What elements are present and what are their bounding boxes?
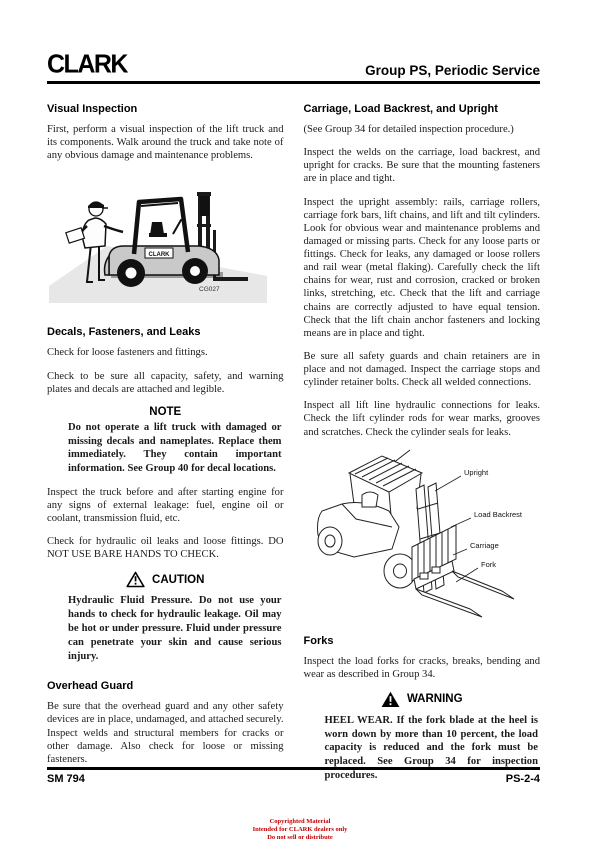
label-carriage: Carriage: [469, 540, 499, 550]
clark-logo: CLARK: [47, 49, 127, 79]
right-column: [304, 100, 541, 793]
paragraph: Check for loose fasteners and fittings.: [47, 347, 208, 359]
paragraph: Inspect the upright assembly: rails, carriage rollers, carriage fork bars, lift chains, and lift and tilt cylinders. Look for obvious wear and maintenance problems and damaged or missing parts. Check for any loose parts or fittings. Check for leaks, any damaged or loose rollers and rail wear (metal flaking). Carefully check the lift chains for wear, rust and corrosion, cracked or broken links, stretching, etc. Check that the lift and carriage chains are correctly adjusted to have equal tension. Check that the lift chain anchor fasteners and locking means are in place and tight.: [303, 196, 540, 339]
group-title: Group PS, Periodic Service: [365, 62, 540, 78]
heading-overhead-guard: Overhead Guard: [47, 680, 134, 693]
paragraph: Check to be sure all capacity, safety, and warning plates and decals are attached and legible.: [47, 370, 284, 395]
figure-upright-labeled: [304, 449, 541, 626]
copyright-line: Intended for CLARK dealers only: [252, 826, 348, 834]
label-upright: Upright: [463, 467, 488, 477]
footer-rule: [47, 767, 540, 770]
label-load-backrest: Load Backrest: [473, 509, 522, 519]
warning-text: HEEL WEAR. If the fork blade at the heel is worn down by more than 10 percent, the load capacity is reduced and the fork must be replaced. See Group 34 for inspection procedures.: [324, 714, 538, 781]
paragraph: Inspect the welds on the carriage, load backrest, and upright for cracks. Be sure that the mounting fasteners are in place and tight.: [303, 147, 540, 185]
paragraph: Be sure all safety guards and chain retainers are in place and not damaged. Inspect the carriage stops and cylinder retainer bolts. Check all welded connections.: [303, 350, 540, 389]
page-number: PS-2-4: [505, 772, 540, 785]
copyright-stamp: [0, 818, 600, 842]
heading-carriage: Carriage, Load Backrest, and Upright: [303, 103, 498, 115]
forklift-labeled-illustration: [304, 449, 541, 621]
caution-label: CAUTION: [152, 573, 205, 586]
warning-label: WARNING: [406, 693, 463, 706]
caution-triangle-icon: [126, 571, 145, 588]
paragraph: (See Group 34 for detailed inspection procedure.): [303, 124, 514, 135]
forklift-inspection-illustration: [49, 172, 271, 304]
note-label: NOTE: [149, 405, 182, 418]
label-fork: Fork: [480, 559, 496, 569]
heading-forks: Forks: [303, 634, 334, 647]
header-rule: [47, 81, 540, 84]
copyright-line: Do not sell or distribute: [267, 834, 333, 842]
page-footer: [47, 767, 540, 785]
page-header: [47, 49, 540, 84]
copyright-line: Copyrighted Material: [269, 818, 331, 825]
paragraph: Check for hydraulic oil leaks and loose fittings. DO NOT USE BARE HANDS TO CHECK.: [47, 536, 284, 561]
paragraph: Inspect the truck before and after starting engine for any signs of external leakage: fuel, engine oil or coolant, transmission fluid, etc.: [47, 486, 284, 525]
figure-visual-inspection: [49, 172, 284, 309]
clark-body-badge: CLARK: [148, 252, 170, 259]
heading-visual-inspection: Visual Inspection: [47, 103, 138, 115]
paragraph: Be sure that the overhead guard and any other safety devices are in place, undamaged, and attached securely. Inspect welds and structural members for cracks or other damage. Also check for loose or missing fasteners.: [47, 701, 284, 765]
note-text: Do not operate a lift truck with damaged or missing decals and nameplates. Replace them immediately. They contain important information. See Group 40 for decal locations.: [68, 421, 282, 475]
heading-decals: Decals, Fasteners, and Leaks: [47, 326, 201, 339]
caution-header: [47, 571, 284, 588]
caution-text: Hydraulic Fluid Pressure. Do not use your hands to check for hydraulic leakage. Oil may be hot or under pressure. Fluid under pressure can penetrate your skin and cause serious injury.: [68, 595, 282, 662]
warning-triangle-icon: [381, 691, 400, 708]
warning-header: [304, 691, 541, 708]
paragraph: First, perform a visual inspection of the lift truck and its components. Walk around the truck and take note of any obvious damage and maintenance problems.: [47, 124, 284, 162]
paragraph: Inspect all lift line hydraulic connections for leaks. Check the lift cylinder rods for wear marks, grooves and scratches. Check the cylinder seals for leaks.: [303, 400, 540, 438]
paragraph: Inspect the load forks for cracks, breaks, bending and wear as described in Group 34.: [303, 655, 540, 680]
content-columns: [47, 100, 540, 793]
figure1-caption: CG027: [199, 286, 220, 294]
doc-number: SM 794: [47, 772, 85, 785]
left-column: [47, 100, 284, 793]
